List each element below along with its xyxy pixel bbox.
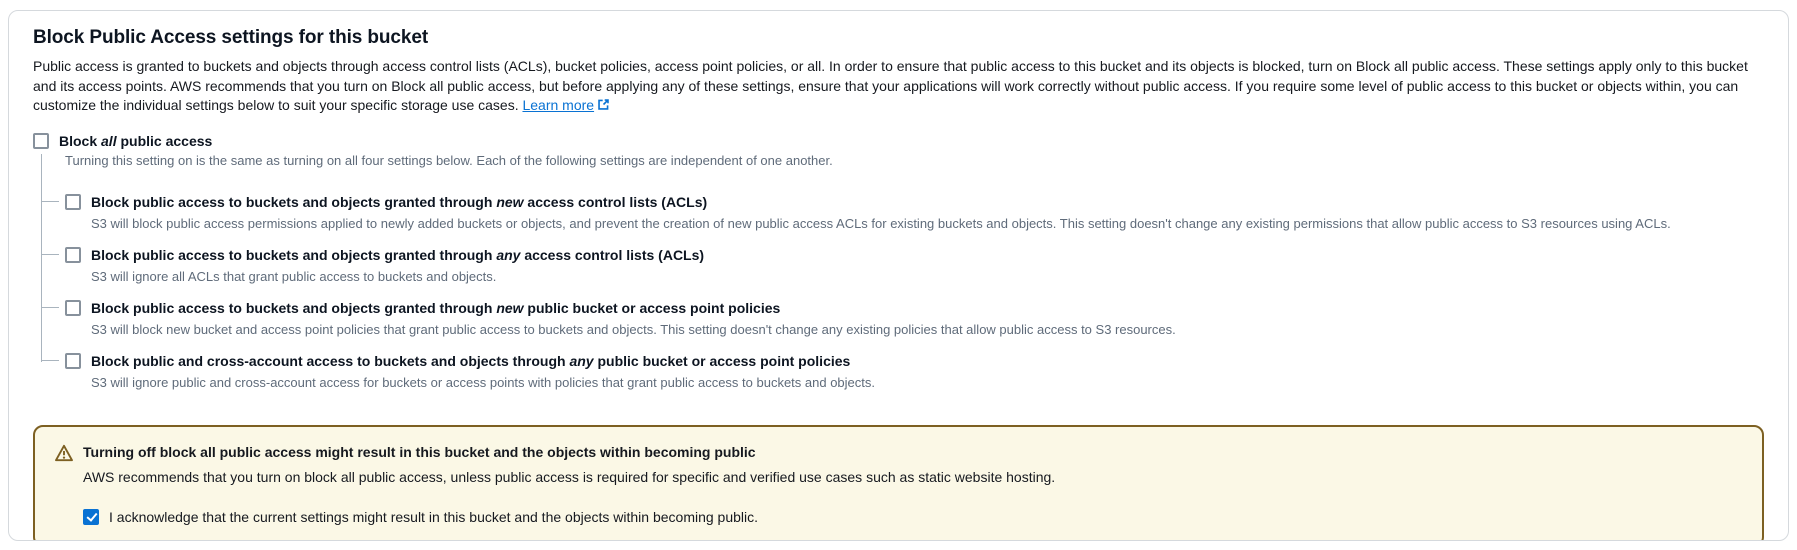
- block-public-access-panel: [8, 10, 1789, 541]
- setting-text: [91, 352, 875, 391]
- setting-checkbox-new-acls[interactable]: [65, 194, 81, 210]
- setting-description-new-policies: S3 will block new bucket and access point policies that grant public access to buckets and objects. This setting doesn't change any existing policies that allow public access to S3 resources.: [91, 321, 1176, 337]
- setting-row-any-policies: [65, 352, 1764, 391]
- block-all-setting: [33, 132, 1764, 391]
- setting-checkbox-any-acls[interactable]: [65, 247, 81, 263]
- panel-title: Block Public Access settings for this bucket: [33, 27, 429, 48]
- setting-text: [91, 299, 1176, 338]
- setting-description-new-acls: S3 will block public access permissions applied to newly added buckets or objects, and prevent the creation of new public access ACLs for existing buckets and objects. This setting doesn't change any existing permissions that allow public access to S3 resources using ACLs.: [91, 215, 1671, 231]
- setting-label-new-policies[interactable]: Block public access to buckets and objects granted through new public bucket or access point policies: [91, 299, 781, 316]
- setting-row-any-acls: [65, 246, 1764, 285]
- warning-triangle-icon: [55, 444, 73, 462]
- block-all-description: Turning this setting on is the same as turning on all four settings below. Each of the following settings are independent of one another.: [65, 152, 833, 168]
- setting-label-new-acls[interactable]: Block public access to buckets and objects granted through new access control lists (ACLs): [91, 193, 708, 210]
- setting-row-new-policies: [65, 299, 1764, 338]
- setting-checkbox-any-policies[interactable]: [65, 353, 81, 369]
- setting-checkbox-new-policies[interactable]: [65, 300, 81, 316]
- setting-text: [91, 246, 704, 285]
- setting-label-any-policies[interactable]: Block public and cross-account access to buckets and objects through any public bucket or access point policies: [91, 352, 851, 369]
- block-all-checkbox[interactable]: [33, 133, 49, 149]
- acknowledge-label[interactable]: I acknowledge that the current settings might result in this bucket and the objects within becoming public.: [109, 508, 759, 525]
- warning-title: Turning off block all public access might result in this bucket and the objects within becoming public: [83, 443, 756, 460]
- setting-description-any-policies: S3 will ignore public and cross-account access for buckets or access points with policies that grant public access to buckets and objects.: [91, 374, 876, 390]
- setting-text: [91, 193, 1671, 232]
- sub-settings-tree: [41, 152, 1764, 391]
- acknowledge-checkbox[interactable]: [83, 509, 99, 525]
- setting-row-new-acls: [65, 193, 1764, 232]
- block-all-row: [33, 132, 1764, 150]
- public-access-warning-alert: [33, 425, 1764, 542]
- acknowledge-row: [83, 509, 1742, 525]
- warning-description: AWS recommends that you turn on block all public access, unless public access is required for specific and verified use cases such as static website hosting.: [83, 468, 1056, 485]
- setting-label-any-acls[interactable]: Block public access to buckets and objects granted through any access control lists (ACLs): [91, 246, 705, 263]
- learn-more-link[interactable]: Learn more: [522, 97, 610, 113]
- panel-description-text: Public access is granted to buckets and objects through access control lists (ACLs), bucket policies, access point policies, or all. In order to ensure that public access to this bucket and its objects is blocked, turn on Block all public access. These settings apply only to this bucket and its access points. AWS recommends that you turn on Block all public access, but before applying any of these settings, ensure that your applications will work correctly without public access. If you require some level of public access to this bucket or objects within, you can customize the individual settings below to suit your specific storage use cases.: [33, 58, 1748, 113]
- setting-description-any-acls: S3 will ignore all ACLs that grant public access to buckets and objects.: [91, 268, 497, 284]
- external-link-icon: [597, 98, 610, 111]
- warning-header: [55, 443, 1742, 462]
- block-all-label[interactable]: Block all public access: [59, 132, 213, 149]
- panel-description: [33, 57, 1764, 116]
